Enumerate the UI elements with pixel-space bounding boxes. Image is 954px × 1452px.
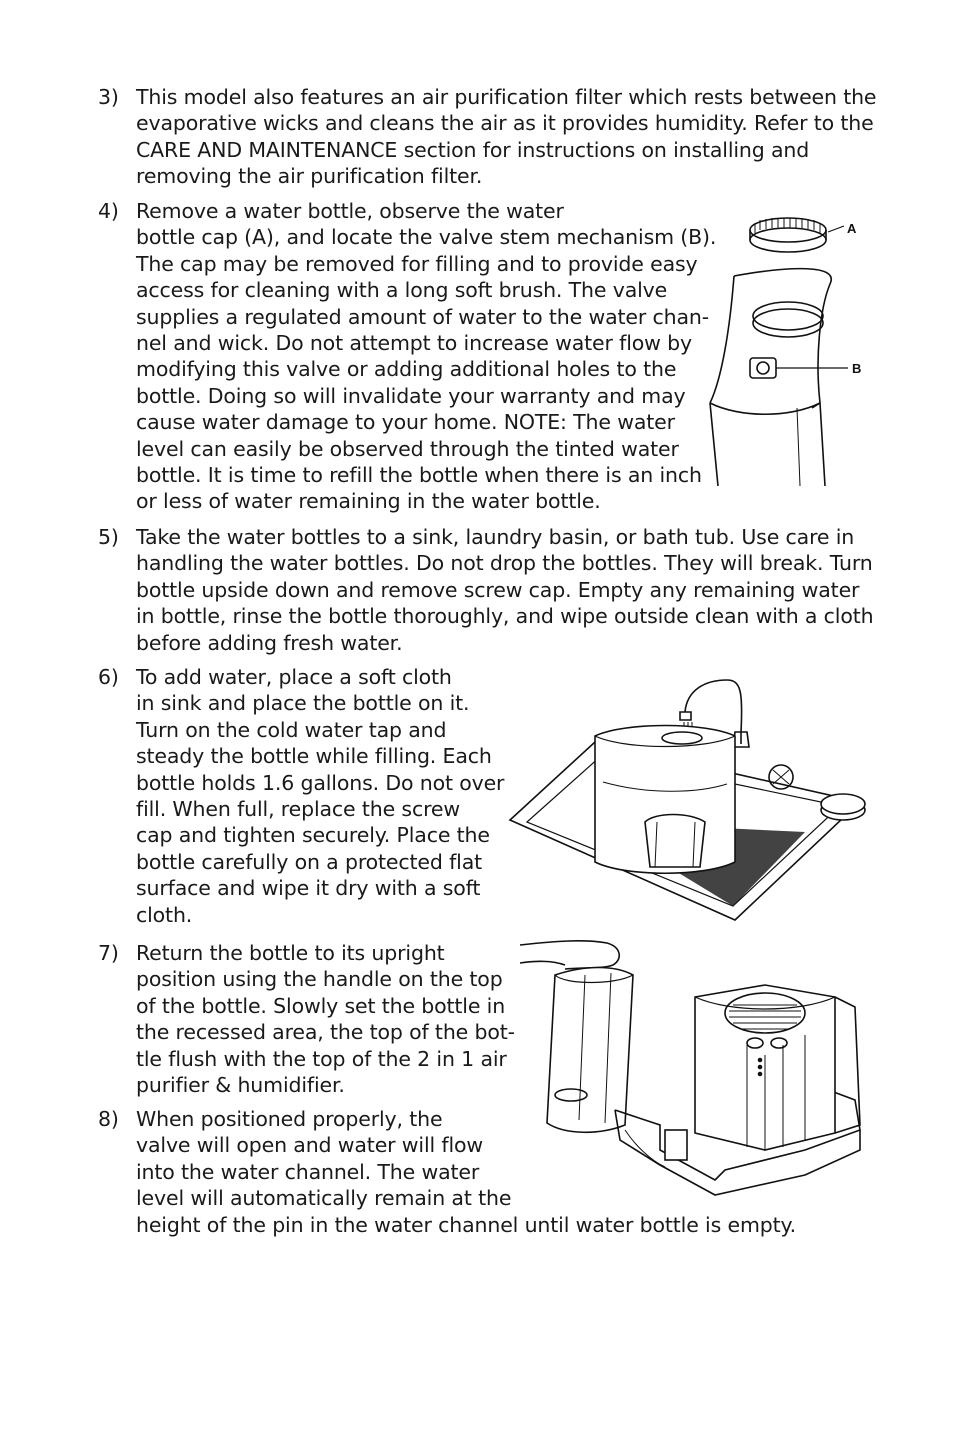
text-line: into the water channel. The water	[136, 1159, 480, 1184]
sink-filling-illustration	[505, 672, 875, 927]
text-line: position using the handle on the top	[136, 967, 503, 992]
step-number: 5)	[98, 525, 119, 549]
text-line: nel and wick. Do not attempt to increase water flow by	[136, 331, 692, 356]
text-line: bottle upside down and remove screw cap. Empty any remaining water	[136, 577, 860, 602]
step-text	[136, 198, 716, 515]
text-line: When positioned properly, the	[136, 1107, 443, 1131]
text-line: steady the bottle while filling. Each	[136, 744, 492, 769]
step-number: 6)	[98, 665, 119, 689]
text-line: This model also features an air purification filter which rests between the	[136, 85, 877, 109]
text-line: Take the water bottles to a sink, laundry basin, or bath tub. Use care in	[136, 525, 855, 549]
text-line: CARE AND MAINTENANCE section for instructions on installing and	[136, 137, 810, 162]
text-line: bottle carefully on a protected flat	[136, 849, 483, 874]
humidifier-placement-illustration	[515, 935, 865, 1200]
text-line: removing the air purification filter.	[136, 164, 483, 189]
text-line: in bottle, rinse the bottle thoroughly, and wipe outside clean with a cloth	[136, 604, 874, 629]
text-line: cloth.	[136, 902, 193, 927]
text-line: Return the bottle to its upright	[136, 941, 445, 965]
text-line: modifying this valve or adding additional holes to the	[136, 357, 677, 382]
text-line: Turn on the cold water tap and	[136, 717, 447, 742]
text-line: surface and wipe it dry with a soft	[136, 876, 481, 901]
text-line: cause water damage to your home. NOTE: The water	[136, 410, 675, 435]
step-text	[136, 524, 873, 656]
text-line: purifier & humidifier.	[136, 1073, 345, 1098]
text-line: or less of water remaining in the water bottle.	[136, 489, 601, 514]
step-text	[136, 664, 504, 928]
text-line: the recessed area, the top of the bot-	[136, 1020, 515, 1045]
step-number: 4)	[98, 199, 119, 223]
text-line: level will automatically remain at the	[136, 1186, 512, 1211]
text-line: fill. When full, replace the screw	[136, 797, 460, 822]
callout-b: B	[852, 361, 862, 376]
text-line: valve will open and water will flow	[136, 1133, 484, 1158]
text-line: in sink and place the bottle on it.	[136, 691, 470, 716]
text-line: supplies a regulated amount of water to the water chan-	[136, 304, 709, 329]
text-line: bottle. Doing so will invalidate your warranty and may	[136, 383, 686, 408]
step-text	[136, 84, 876, 190]
step-number: 8)	[98, 1107, 119, 1131]
step-number: 7)	[98, 941, 119, 965]
text-line: tle flush with the top of the 2 in 1 air	[136, 1046, 507, 1071]
step-text	[136, 940, 515, 1098]
text-line: bottle cap (A), and locate the valve stem mechanism (B).	[136, 225, 717, 250]
text-line: bottle. It is time to refill the bottle when there is an inch	[136, 463, 702, 488]
bottle-cap-valve-illustration	[700, 208, 870, 493]
text-line: height of the pin in the water channel until water bottle is empty.	[136, 1212, 796, 1237]
text-line: bottle holds 1.6 gallons. Do not over	[136, 770, 505, 795]
text-line: The cap may be removed for filling and to provide easy	[136, 251, 698, 276]
text-line: To add water, place a soft cloth	[136, 665, 452, 689]
text-line: of the bottle. Slowly set the bottle in	[136, 993, 506, 1018]
text-line: before adding fresh water.	[136, 630, 403, 655]
text-line: evaporative wicks and cleans the air as it provides humidity. Refer to the	[136, 111, 874, 136]
text-line: Remove a water bottle, observe the water	[136, 199, 564, 223]
text-line: access for cleaning with a long soft brush. The valve	[136, 278, 668, 303]
callout-a: A	[847, 221, 857, 236]
text-line: level can easily be observed through the tinted water	[136, 436, 679, 461]
text-line: cap and tighten securely. Place the	[136, 823, 490, 848]
text-line: handling the water bottles. Do not drop the bottles. They will break. Turn	[136, 551, 873, 576]
step-number: 3)	[98, 85, 119, 109]
